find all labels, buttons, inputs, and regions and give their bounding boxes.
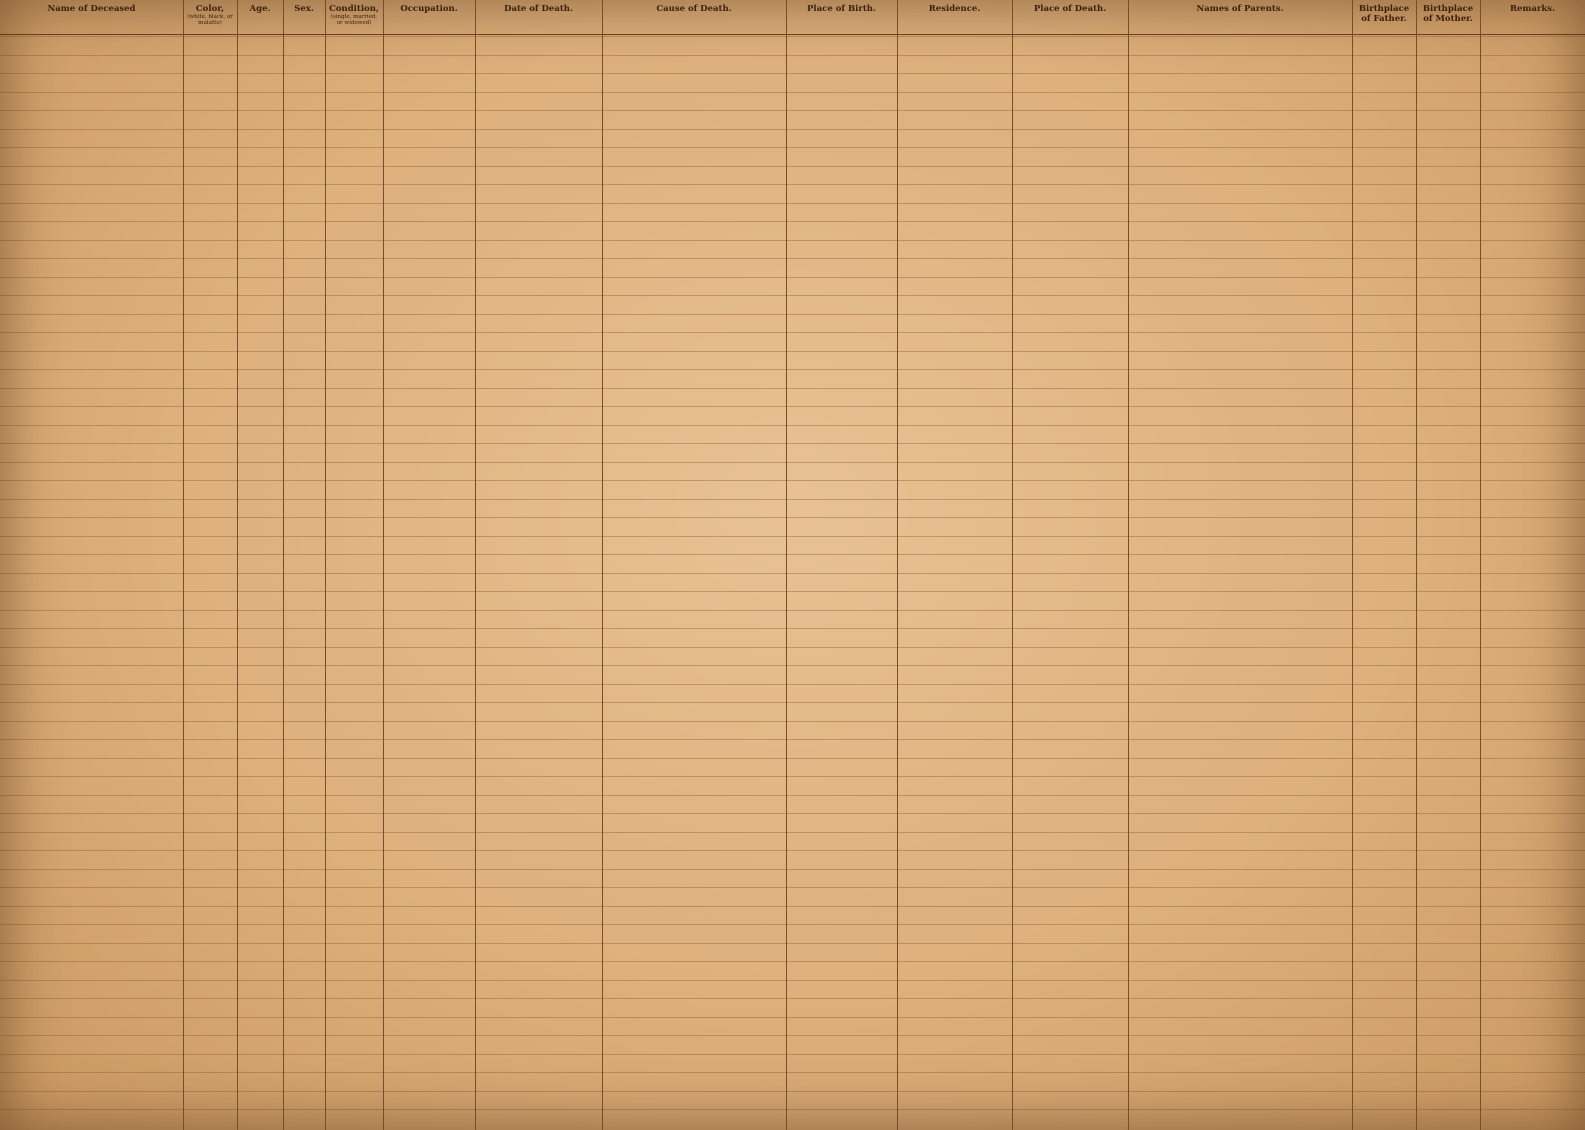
column-header-place-of-death [1014, 4, 1126, 14]
column-header-label: Age. [249, 4, 271, 14]
column-divider [1480, 0, 1481, 1130]
column-divider [1416, 0, 1417, 1130]
column-header-sex [285, 4, 323, 14]
column-header-residence [899, 4, 1010, 14]
column-divider [602, 0, 603, 1130]
column-divider [475, 0, 476, 1130]
column-divider [325, 0, 326, 1130]
column-divider [897, 0, 898, 1130]
column-header-mother-birthplace [1418, 4, 1478, 24]
column-header-date-of-death [477, 4, 600, 14]
column-header-label: Place of Birth. [807, 4, 876, 14]
column-header-remarks [1482, 4, 1583, 14]
column-header-sublabel: (single, married, or widowed) [330, 14, 378, 26]
column-divider [1352, 0, 1353, 1130]
column-header-place-of-birth [788, 4, 895, 14]
column-header-cause [604, 4, 784, 14]
column-header-occupation [385, 4, 473, 14]
column-header-label: Name of Deceased [47, 4, 136, 14]
column-header-label: Color, [195, 4, 225, 14]
column-header-label: Place of Death. [1033, 4, 1107, 14]
column-divider [283, 0, 284, 1130]
column-header-sublabel: (white, black, or mulatto) [187, 14, 233, 26]
column-header-condition [327, 4, 381, 26]
column-header-label: Date of Death. [504, 4, 573, 14]
column-header-age [239, 4, 281, 14]
column-divider [237, 0, 238, 1130]
column-divider [383, 0, 384, 1130]
column-divider [786, 0, 787, 1130]
column-header-name [2, 4, 181, 14]
column-header-label: Cause of Death. [656, 4, 732, 14]
column-divider [1128, 0, 1129, 1130]
column-header-label: Residence. [928, 4, 981, 14]
column-header-label: Remarks. [1509, 4, 1556, 14]
column-divider [183, 0, 184, 1130]
column-header-label: Occupation. [400, 4, 458, 14]
column-header-label: Condition, [329, 4, 379, 14]
column-header-label: Birthplace of Father. [1358, 4, 1410, 24]
column-header-parents [1130, 4, 1350, 14]
column-header-label: Names of Parents. [1196, 4, 1284, 14]
column-header-color [185, 4, 235, 26]
column-header-label: Birthplace of Mother. [1422, 4, 1474, 24]
column-divider [1012, 0, 1013, 1130]
column-header-label: Sex. [294, 4, 314, 14]
column-header-father-birthplace [1354, 4, 1414, 24]
